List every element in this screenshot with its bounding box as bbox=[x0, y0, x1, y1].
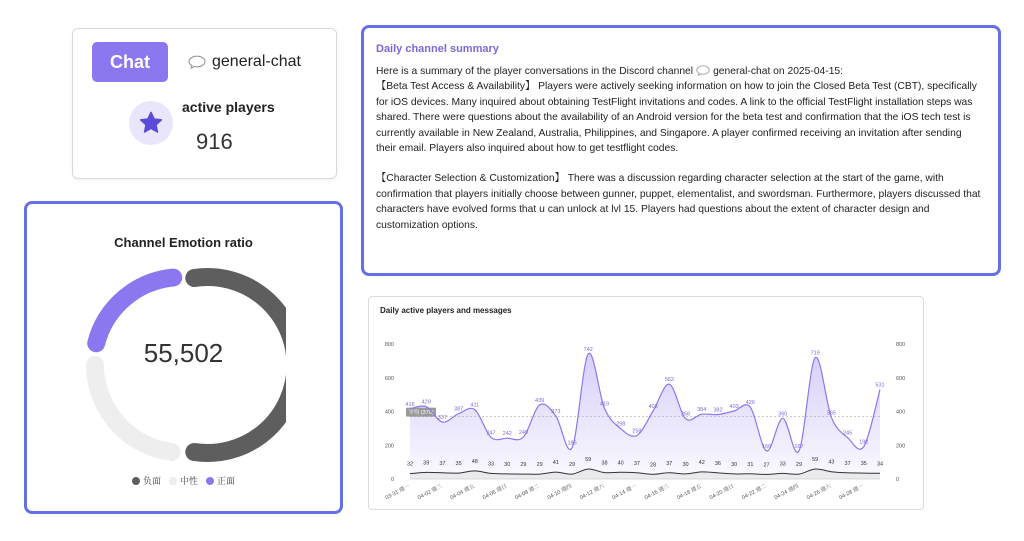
active-players-value: 916 bbox=[196, 129, 233, 154]
data-label-messages: 28 bbox=[650, 462, 657, 469]
channel-selector[interactable] bbox=[188, 53, 301, 71]
emotion-title: Channel Emotion ratio bbox=[114, 235, 253, 250]
data-label-players: 384 bbox=[697, 407, 707, 414]
data-label-players: 186 bbox=[567, 440, 577, 447]
x-tick-label: 04-08 週二 bbox=[514, 483, 541, 502]
data-label-players: 247 bbox=[486, 430, 496, 437]
data-label-messages: 29 bbox=[536, 462, 543, 469]
x-tick-label: 04-14 週一 bbox=[611, 483, 638, 502]
x-tick-label: 04-12 週六 bbox=[579, 483, 606, 502]
data-label-players: 298 bbox=[616, 421, 626, 428]
y-tick-label-right: 800 bbox=[896, 342, 906, 348]
y-tick-label-left: 800 bbox=[384, 342, 394, 348]
data-label-players: 167 bbox=[794, 443, 804, 450]
active-players-label: active players bbox=[182, 99, 275, 115]
data-label-messages: 35 bbox=[455, 461, 462, 468]
summary-paragraph-character: 【Character Selection & Customization】 There was a discussion regarding character selection at the start of the game, with confirmation that players initially choose between gunner, puppet, elementalist, and swordsman. Furthermore, players discussed that characters have evolved forms that u can unlock at lvl 15. Players had questions about the extent of character design and customization options. bbox=[376, 173, 981, 231]
data-label-messages: 37 bbox=[666, 460, 673, 467]
data-label-players: 245 bbox=[842, 430, 853, 437]
summary-body bbox=[376, 64, 984, 233]
data-label-players: 419 bbox=[599, 401, 610, 408]
channel-name: general-chat bbox=[212, 53, 301, 70]
data-label-messages: 36 bbox=[714, 460, 721, 467]
star-icon bbox=[138, 110, 164, 136]
legend-dot bbox=[206, 477, 214, 485]
legend-label: 中性 bbox=[179, 476, 198, 486]
legend-label: 正面 bbox=[217, 476, 236, 486]
data-label-messages: 41 bbox=[552, 460, 559, 467]
y-tick-label-right: 200 bbox=[896, 443, 906, 450]
chart-title: Daily active players and messages bbox=[380, 306, 512, 315]
data-label-players: 249 bbox=[518, 429, 529, 436]
x-tick-label: 04-28 週一 bbox=[838, 483, 865, 502]
data-label-messages: 31 bbox=[747, 461, 754, 468]
data-label-players: 562 bbox=[664, 377, 674, 384]
data-label-players: 403 bbox=[648, 403, 658, 410]
legend-label: 负面 bbox=[142, 476, 161, 486]
data-label-players: 387 bbox=[454, 406, 464, 413]
x-tick-label: 04-20 週日 bbox=[708, 483, 736, 502]
summary-paragraph-beta: 【Beta Test Access & Availability】 Players were actively seeking information on how to join the Closed Beta Test (CBT), specifically for iOS devices. Many inquired about obtaining TestFlight invitations and codes. A link to the official TestFlight installation steps was shared. There were questions about the availability of an Android version for the beta test and confirmation that the iOS tech test is currently available in New Zealand, Australia, Philippines, and Singapore. A player confirmed receiving an invitation after sending their email. Players also inquired about how to get testflight codes. bbox=[376, 81, 977, 155]
data-label-messages: 37 bbox=[844, 460, 851, 467]
data-label-players: 426 bbox=[745, 400, 755, 407]
emotion-ratio-card bbox=[24, 201, 343, 514]
legend-dot bbox=[132, 477, 140, 485]
legend-item-negative[interactable] bbox=[132, 474, 161, 487]
data-label-players: 242 bbox=[502, 431, 512, 438]
x-tick-label: 04-24 週四 bbox=[773, 483, 800, 502]
data-label-messages: 48 bbox=[471, 458, 478, 465]
data-label-players: 192 bbox=[859, 439, 869, 446]
x-tick-label: 04-06 週日 bbox=[481, 483, 509, 502]
data-label-players: 382 bbox=[713, 407, 723, 414]
data-label-players: 429 bbox=[421, 399, 431, 406]
data-label-messages: 42 bbox=[698, 459, 705, 466]
daily-summary-card bbox=[361, 25, 1001, 276]
data-label-messages: 59 bbox=[585, 457, 592, 464]
legend-dot bbox=[169, 477, 177, 485]
data-label-messages: 30 bbox=[731, 461, 738, 468]
x-tick-label: 04-22 週二 bbox=[741, 483, 768, 502]
data-label-messages: 33 bbox=[487, 461, 495, 468]
series-area-players bbox=[410, 350, 880, 479]
y-tick-label-right: 400 bbox=[896, 409, 906, 416]
data-label-messages: 39 bbox=[423, 460, 430, 467]
data-label-players: 531 bbox=[875, 382, 885, 389]
summary-title: Daily channel summary bbox=[376, 43, 499, 55]
data-label-messages: 35 bbox=[860, 461, 867, 468]
y-tick-label-right: 0 bbox=[896, 477, 900, 483]
data-label-players: 258 bbox=[632, 428, 642, 435]
summary-intro-text: Here is a summary of the player conversations in the Discord channel bbox=[376, 66, 694, 77]
x-tick-label: 04-02 週三 bbox=[417, 483, 444, 502]
y-tick-label-right: 600 bbox=[896, 375, 906, 382]
y-tick-label-left: 400 bbox=[384, 409, 394, 416]
data-label-messages: 38 bbox=[601, 460, 608, 467]
summary-intro-channel: general-chat on 2025-04-15: bbox=[713, 66, 844, 77]
data-label-messages: 33 bbox=[779, 461, 786, 468]
channel-info-card bbox=[72, 28, 337, 179]
average-label: 平均 (370) bbox=[408, 410, 434, 417]
data-label-players: 373 bbox=[551, 409, 561, 416]
donut-segment-neutral[interactable] bbox=[95, 365, 172, 452]
data-label-messages: 34 bbox=[876, 461, 884, 468]
chat-bubble-icon bbox=[696, 65, 710, 76]
emotion-total: 55,502 bbox=[143, 338, 224, 368]
star-badge bbox=[129, 101, 173, 145]
data-label-players: 358 bbox=[680, 411, 691, 418]
x-tick-label: 04-04 週五 bbox=[449, 483, 476, 502]
data-label-messages: 27 bbox=[763, 462, 770, 469]
data-label-messages: 30 bbox=[504, 461, 511, 468]
y-tick-label-left: 0 bbox=[390, 477, 394, 483]
data-label-players: 403 bbox=[729, 403, 739, 410]
data-label-messages: 29 bbox=[795, 462, 803, 469]
data-label-players: 337 bbox=[437, 415, 448, 422]
data-label-messages: 32 bbox=[406, 461, 414, 468]
data-label-players: 719 bbox=[810, 350, 820, 357]
chat-button[interactable]: Chat bbox=[92, 42, 168, 82]
emotion-legend bbox=[27, 474, 340, 487]
x-tick-label: 04-26 週六 bbox=[806, 483, 833, 502]
data-label-messages: 40 bbox=[617, 460, 624, 467]
data-label-players: 365 bbox=[826, 410, 836, 417]
data-label-players: 439 bbox=[535, 397, 545, 404]
data-label-players: 360 bbox=[778, 411, 788, 418]
data-label-players: 166 bbox=[761, 443, 772, 450]
daily-activity-chart-card bbox=[368, 296, 924, 510]
donut-segment-positive[interactable] bbox=[96, 278, 173, 344]
x-tick-label: 04-18 週五 bbox=[676, 483, 703, 502]
data-label-players: 742 bbox=[583, 346, 593, 353]
data-label-messages: 43 bbox=[828, 459, 835, 466]
legend-item-neutral[interactable] bbox=[169, 474, 198, 487]
data-label-players: 411 bbox=[470, 402, 480, 409]
data-label-messages: 29 bbox=[520, 462, 527, 469]
y-tick-label-left: 200 bbox=[384, 443, 394, 450]
legend-item-positive[interactable] bbox=[206, 474, 235, 487]
x-tick-label: 04-10 週四 bbox=[546, 483, 574, 502]
data-label-messages: 37 bbox=[633, 460, 640, 467]
x-tick-label: 03-31 週一 bbox=[384, 483, 411, 502]
data-label-messages: 37 bbox=[439, 460, 446, 467]
x-tick-label: 04-16 週三 bbox=[643, 483, 671, 502]
daily-activity-line-chart bbox=[369, 297, 923, 509]
data-label-messages: 29 bbox=[569, 462, 576, 469]
data-label-messages: 59 bbox=[812, 457, 819, 464]
y-tick-label-left: 600 bbox=[384, 375, 394, 382]
chat-bubble-icon bbox=[188, 55, 206, 69]
summary-intro bbox=[376, 64, 984, 156]
data-label-players: 416 bbox=[405, 401, 415, 408]
data-label-messages: 30 bbox=[682, 461, 689, 468]
